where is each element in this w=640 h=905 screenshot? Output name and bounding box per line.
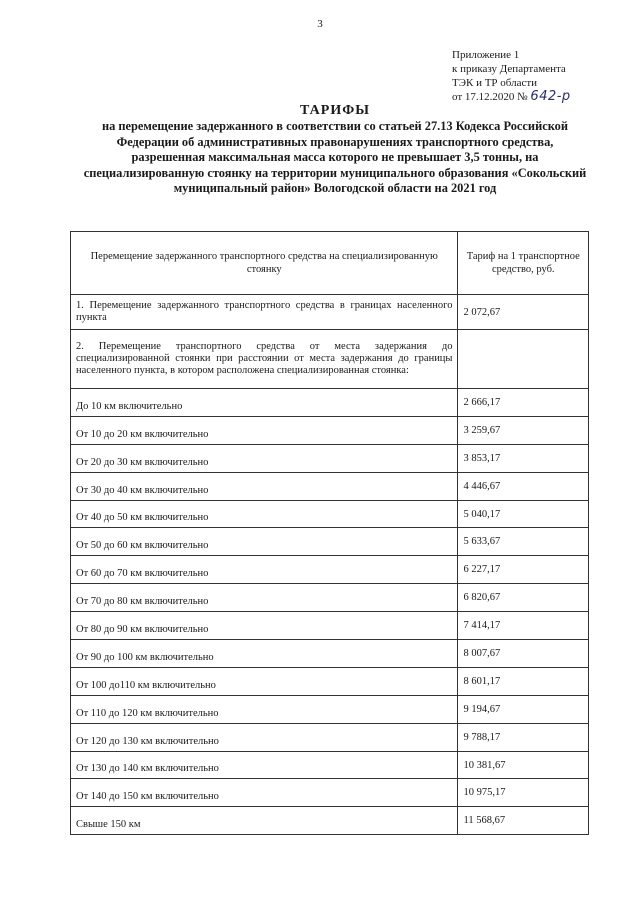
header-movement: Перемещение задержанного транспортного средства на специализированную стоянку [71,232,458,295]
tariff-value: 9 788,17 [458,723,589,751]
appendix-line-4 [452,90,632,104]
distance-label: От 30 до 40 км включительно [71,472,458,500]
tariff-value: 8 601,17 [458,667,589,695]
distance-label: От 40 до 50 км включительно [71,500,458,528]
table-row [71,389,589,417]
tariff-value: 8 007,67 [458,640,589,668]
distance-label: До 10 км включительно [71,389,458,417]
document-title-block [80,103,590,197]
table-row [71,751,589,779]
distance-label: От 60 до 70 км включительно [71,556,458,584]
order-date-prefix: от 17.12.2020 № [452,91,528,103]
table-row [71,640,589,668]
distance-label: От 50 до 60 км включительно [71,528,458,556]
table-row [71,695,589,723]
distance-label: От 90 до 100 км включительно [71,640,458,668]
distance-label: От 140 до 150 км включительно [71,779,458,807]
table-row [71,612,589,640]
tariff-value: 10 975,17 [458,779,589,807]
table-row [71,472,589,500]
appendix-block [452,48,632,104]
tariff-value: 6 820,67 [458,584,589,612]
table-header-row [71,232,589,295]
distance-label: От 10 до 20 км включительно [71,416,458,444]
document-subtitle: на перемещение задержанного в соответствии со статьей 27.13 Кодекса Российской Федерации об административных правонарушениях транспортного средства, разрешенная максимальная масса которого не превышает 3,5 тонны, на специализированную стоянку на территории муниципального образования «Сокольский муниципальный район» Вологодской области на 2021 год [83,119,587,195]
document-title: ТАРИФЫ [300,103,370,118]
tariffs-table [70,231,589,835]
tariff-value: 5 040,17 [458,500,589,528]
table-row [71,295,589,330]
distance-label: От 110 до 120 км включительно [71,695,458,723]
table-row [71,723,589,751]
row-2-description: 2. Перемещение транспортного средства от места задержания до специализированной стоянки при расстоянии от места задержания до границы населенного пункта, в котором расположена специализированная стоянка: [71,330,458,389]
tariff-value: 10 381,67 [458,751,589,779]
table-row [71,330,589,389]
table-row [71,779,589,807]
appendix-line-1: Приложение 1 [452,49,520,61]
distance-label: От 130 до 140 км включительно [71,751,458,779]
tariff-value: 2 666,17 [458,389,589,417]
row-2-value-empty [458,330,589,389]
distance-label: От 120 до 130 км включительно [71,723,458,751]
row-1-value: 2 072,67 [458,295,589,330]
appendix-line-2: к приказу Департамента [452,63,566,75]
tariff-value: 6 227,17 [458,556,589,584]
page-number: 3 [317,18,323,30]
distance-label: От 100 до110 км включительно [71,667,458,695]
handwritten-order-number: 642-р [530,89,571,104]
tariff-value: 3 259,67 [458,416,589,444]
distance-label: Свыше 150 км [71,807,458,835]
table-row [71,584,589,612]
table-row [71,667,589,695]
appendix-line-3: ТЭК и ТР области [452,77,538,89]
row-1-description: 1. Перемещение задержанного транспортного средства в границах населенного пункта [71,295,458,330]
tariff-value: 4 446,67 [458,472,589,500]
table-row [71,500,589,528]
header-tariff: Тариф на 1 транспортное средство, руб. [458,232,589,295]
table-row [71,416,589,444]
table-row [71,528,589,556]
tariff-value: 7 414,17 [458,612,589,640]
distance-label: От 80 до 90 км включительно [71,612,458,640]
table-row [71,807,589,835]
tariff-value: 3 853,17 [458,444,589,472]
table-row [71,444,589,472]
table-row [71,556,589,584]
tariff-value: 11 568,67 [458,807,589,835]
tariff-value: 5 633,67 [458,528,589,556]
distance-label: От 20 до 30 км включительно [71,444,458,472]
distance-label: От 70 до 80 км включительно [71,584,458,612]
tariff-value: 9 194,67 [458,695,589,723]
